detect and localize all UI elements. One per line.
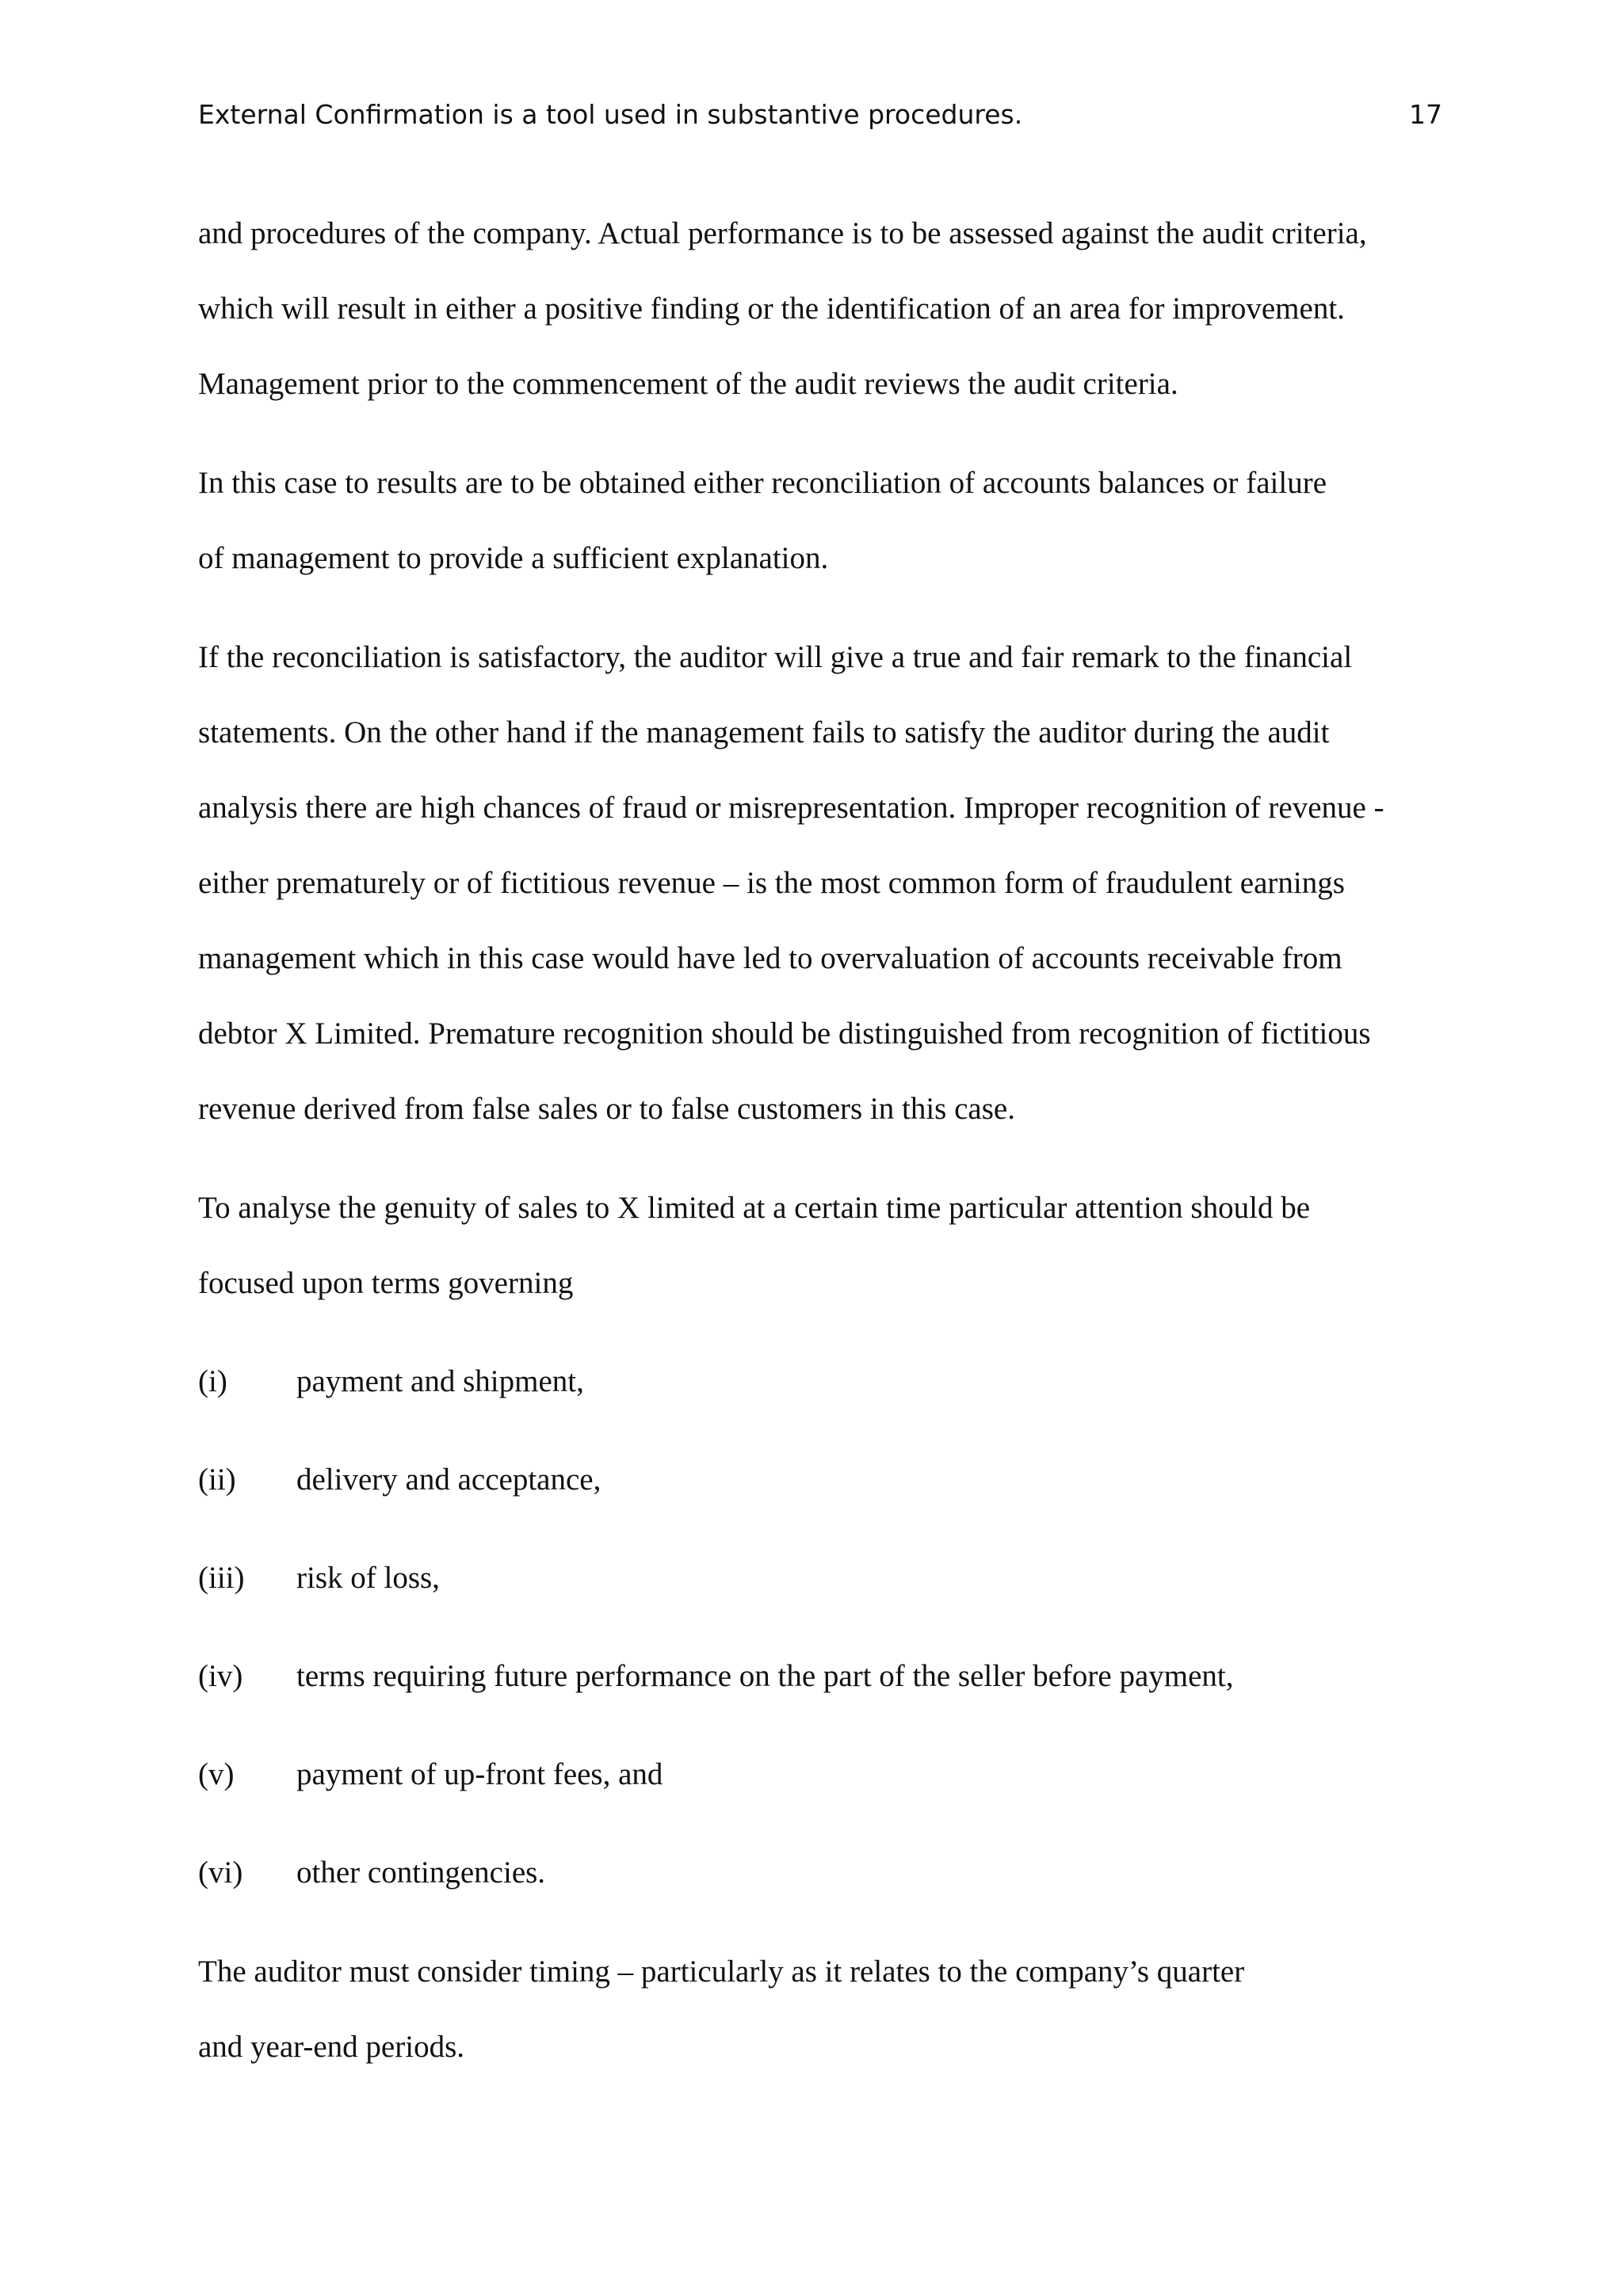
page-number: 17 [1409,99,1442,130]
list-item-text: risk of loss, [296,1561,440,1595]
paragraph-line: focused upon terms governing [198,1266,574,1300]
paragraph-audit-criteria [198,196,1442,421]
paragraph-line: In this case to results are to be obtained either reconciliation of accounts balances or failure [198,466,1327,500]
list-item-text: payment of up-front fees, and [296,1757,663,1791]
list-item [198,1836,1442,1910]
paragraph-line: of management to provide a sufficient explanation. [198,541,829,575]
list-marker: (iii) [198,1561,245,1595]
paragraph-line: management which in this case would have led to overvaluation of accounts receivable from [198,941,1342,975]
paragraph-line: either prematurely or of fictitious revenue – is the most common form of fraudulent earnings [198,866,1345,900]
paragraph-reconciliation [198,620,1442,1146]
list-marker: (iv) [198,1659,243,1693]
paragraph-line: and year-end periods. [198,2030,464,2064]
list-item-text: payment and shipment, [296,1364,584,1398]
list-marker: (vi) [198,1855,243,1890]
list-item [198,1639,1442,1714]
paragraph-line: and procedures of the company. Actual performance is to be assessed against the audit criteria, [198,216,1367,250]
paragraph-line: revenue derived from false sales or to false customers in this case. [198,1092,1015,1126]
list-marker: (i) [198,1364,227,1398]
paragraph-line: statements. On the other hand if the management fails to satisfy the auditor during the audit [198,715,1330,749]
paragraph-line: If the reconciliation is satisfactory, the auditor will give a true and fair remark to the financial [198,640,1353,674]
paragraph-genuity-of-sales [198,1170,1442,1321]
running-header [198,95,1442,135]
paragraph-line: debtor X Limited. Premature recognition should be distinguished from recognition of fictitious [198,1016,1371,1051]
list-item [198,1443,1442,1517]
list-item [198,1737,1442,1812]
terms-list [198,1344,1442,1910]
paragraph-line: The auditor must consider timing – particularly as it relates to the company’s quarter [198,1955,1245,1989]
paragraph-line: Management prior to the commencement of the audit reviews the audit criteria. [198,367,1178,401]
list-marker: (ii) [198,1463,236,1497]
list-item-text: terms requiring future performance on the part of the seller before payment, [296,1659,1234,1693]
paragraph-line: which will result in either a positive finding or the identification of an area for improvement. [198,292,1345,326]
body-text [198,196,1442,2084]
running-title: External Confirmation is a tool used in substantive procedures. [198,99,1023,130]
paragraph-line: To analyse the genuity of sales to X limited at a certain time particular attention should be [198,1191,1311,1225]
list-marker: (v) [198,1757,235,1791]
paragraph-line: analysis there are high chances of fraud or misrepresentation. Improper recognition of revenue - [198,791,1384,825]
list-item [198,1541,1442,1615]
paragraph-timing [198,1934,1442,2084]
list-item-text: delivery and acceptance, [296,1463,601,1497]
list-item-text: other contingencies. [296,1855,546,1890]
paragraph-results [198,445,1442,596]
list-item [198,1344,1442,1419]
